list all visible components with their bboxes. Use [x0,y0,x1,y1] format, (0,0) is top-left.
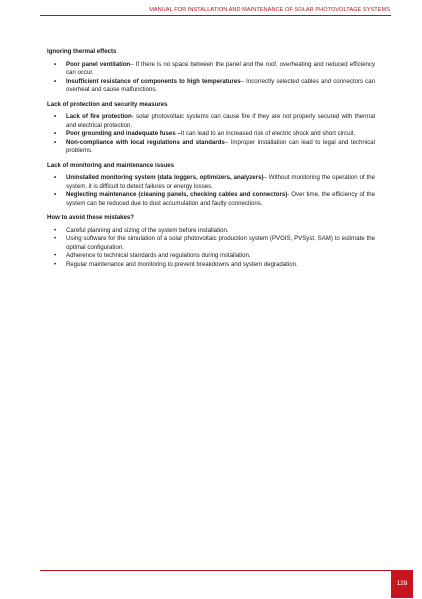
list-item [47,261,375,270]
section-protection [47,101,375,156]
section-heading: Lack of monitoring and maintenance issues [47,161,174,169]
item-text: - Over time, the efficiency of the system can be reduced due to dust accumulation and faulty connections. [66,191,375,207]
running-header: MANUAL FOR INSTALLATION AND MAINTENANCE OF SOLAR PHOTOVOLTAGE SYSTEMS [149,7,390,13]
bullet-list [47,61,375,95]
section-avoid-mistakes [47,214,375,269]
list-item [47,139,375,156]
list-item [47,191,375,208]
bullet-icon: • [54,260,57,268]
bullet-icon: • [54,235,57,242]
bullet-icon: • [54,113,57,120]
bullet-icon: • [54,130,57,137]
bullet-icon: • [54,138,57,146]
bullet-list [47,113,375,156]
item-text: Regular maintenance and monitoring to prevent breakdowns and system degradation. [66,260,298,268]
header-divider [40,15,391,16]
list-item [47,235,375,252]
item-title: Non-compliance with local regulations and standards [66,138,225,146]
bullet-icon: • [54,226,57,234]
section-heading: How to avoid these mistakes? [47,214,135,221]
item-title: Neglecting maintenance (cleaning panels, checking cables and connectors) [66,191,288,198]
bullet-icon: • [54,252,57,259]
list-item [47,227,375,236]
item-text: – Incorrectly selected cables and connectors can overheat and cause malfunctions. [66,77,375,93]
item-text: - solar photovoltaic systems can cause fire if they are not properly secured with thermal and electrical protection. [66,113,375,129]
bullet-icon: • [54,174,57,181]
list-item [47,174,375,191]
section-heading: Ignoring thermal effects [47,48,117,55]
section-monitoring [47,162,375,209]
item-text: It can lead to an increased risk of electric shock and short circuit. [180,130,356,137]
item-text: Using software for the simulation of a solar photovoltaic production system (PVGIS, PVSyst, SAM) to estimate the optimal configuration. [66,235,375,251]
item-title: Poor grounding and inadequate fuses – [66,130,181,137]
item-text: – If there is no space between the panel and the roof, overheating and reduced efficiency can occur. [66,60,375,76]
list-item [47,78,375,95]
list-item [47,61,375,78]
bullet-list [47,227,375,270]
bullet-icon: • [54,60,57,68]
item-text: Careful planning and sizing of the system before installation. [66,226,229,234]
bullet-icon: • [54,77,57,85]
list-item [47,113,375,130]
page-body [47,48,375,275]
item-title: Uninstalled monitoring system (data loggers, optimizers, analyzers) [66,174,264,181]
item-title: Lack of fire protection [66,113,132,120]
item-text: Adherence to technical standards and regulations during installation. [66,252,251,259]
item-title: Poor panel ventilation [66,60,131,68]
bullet-list [47,174,375,208]
list-item [47,252,375,261]
item-title: Insufficient resistance of components to high temperatures [66,77,241,85]
section-heading: Lack of protection and security measures [47,100,168,108]
item-text: – Improper installation can lead to legal and technical problems. [66,138,375,154]
footer-divider [40,570,391,571]
item-text: – Without monitoring the operation of the system, it is difficult to detect failures or energy losses. [66,174,375,190]
page-number: 128 [391,570,413,598]
list-item [47,130,375,139]
section-thermal [47,48,375,95]
bullet-icon: • [54,191,57,198]
